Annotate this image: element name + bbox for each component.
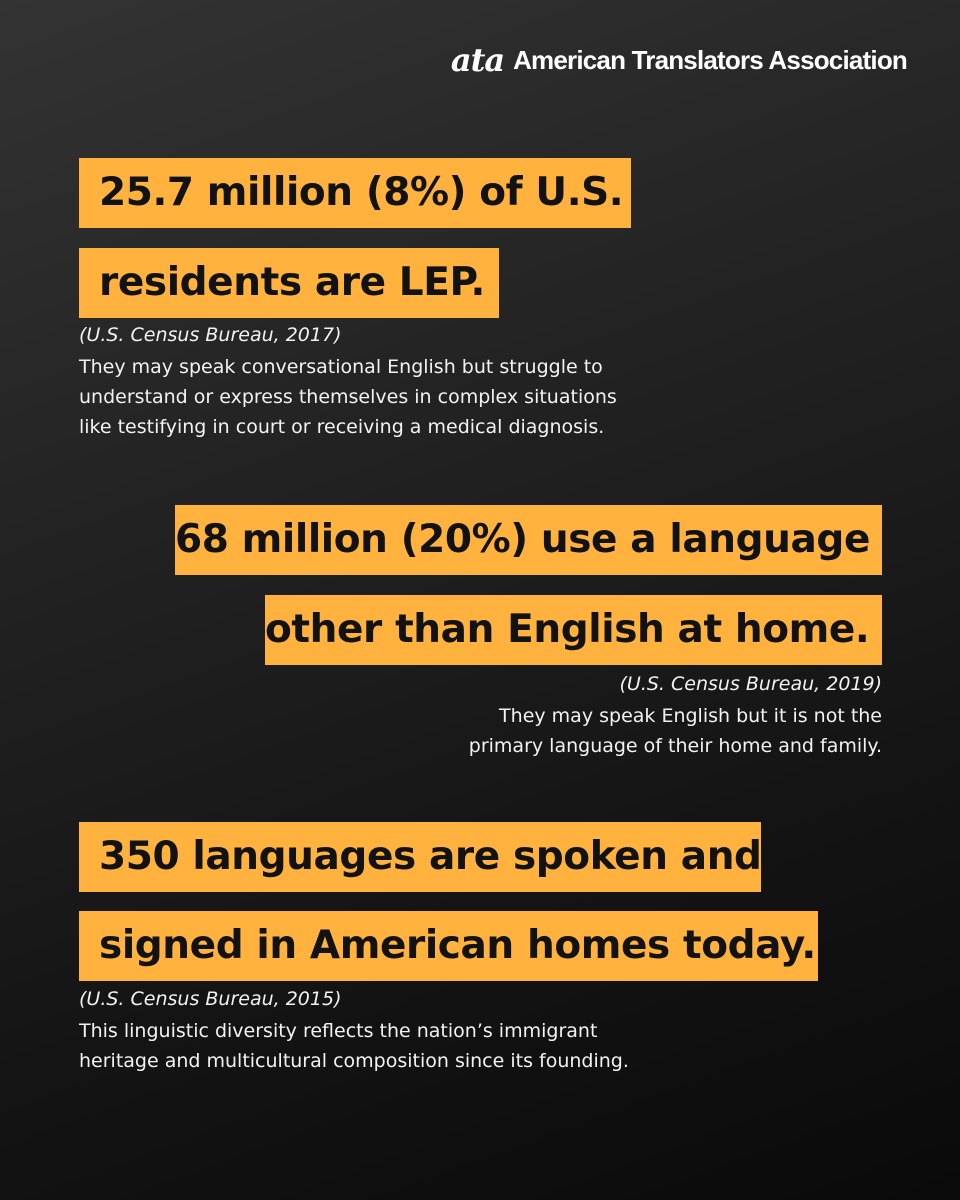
stat-1-headline-line-2: residents are LEP. — [79, 248, 499, 318]
stat-3-source: (U.S. Census Bureau, 2015) — [79, 988, 342, 1010]
stat-2-description-line-2: primary language of their home and family. — [468, 735, 882, 757]
stat-1-description-line-2: understand or express themselves in complex situations — [79, 386, 617, 408]
stat-3-headline-line-2: signed in American homes today. — [79, 911, 818, 981]
ata-logo — [451, 40, 907, 80]
stat-1-source: (U.S. Census Bureau, 2017) — [79, 324, 342, 346]
stat-2-description-line-1: They may speak English but it is not the — [499, 705, 882, 727]
stat-1-description-line-3: like testifying in court or receiving a medical diagnosis. — [79, 416, 605, 438]
ata-logo-mark: ata — [450, 41, 505, 79]
stat-1-description-line-1: They may speak conversational English but struggle to — [79, 356, 603, 378]
stat-1-headline-line-1: 25.7 million (8%) of U.S. — [79, 158, 631, 228]
stat-3-description-line-1: This linguistic diversity reflects the nation’s immigrant — [79, 1020, 598, 1042]
stat-2-source: (U.S. Census Bureau, 2019) — [619, 673, 882, 695]
stat-3-description-line-2: heritage and multicultural composition since its founding. — [79, 1050, 629, 1072]
stat-2-headline-line-1: 68 million (20%) use a language — [175, 505, 882, 575]
stat-3-headline-line-1: 350 languages are spoken and — [79, 822, 761, 892]
stat-2-headline-line-2: other than English at home. — [265, 595, 882, 665]
association-name: American Translators Association — [513, 45, 907, 75]
